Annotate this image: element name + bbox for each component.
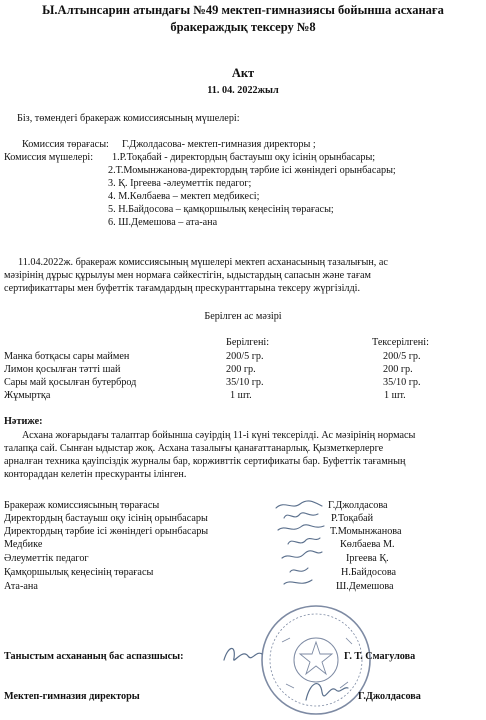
director-name: Г.Джолдасова [358, 691, 421, 702]
result-label: Нәтиже: [4, 416, 43, 427]
commission-chair-value: Г.Джолдасова- мектеп-гимназия директоры ; [122, 139, 316, 150]
signature-role: Директордың бастауыш оқу ісінің орынбасары [4, 513, 208, 524]
commission-member: 6. Ш.Демешова – ата-ана [108, 217, 218, 228]
result-line: арналған техника қауіпсіздік журналы бар, корживттік сертификаты бар. Буфеттік тағамның [4, 456, 406, 467]
signature-role: Директордың тәрбие ісі жөніндегі орынбасары [4, 526, 209, 537]
commission-member: 3. Қ. Іргеева -әлеуметтік педагог; [108, 178, 252, 189]
handwritten-signatures-image [270, 496, 334, 592]
menu-item-checked: 1 шт. [384, 390, 406, 401]
signature-role: Қамқоршылық кеңесінің төрағасы [4, 567, 154, 578]
result-line: контораддан келетін прескуранты ілінген. [4, 469, 187, 480]
commission-member: 4. М.Көлбаева – мектеп медбикесі; [108, 191, 260, 202]
menu-item-name: Жұмыртқа [4, 390, 51, 401]
act-title: Акт [231, 66, 255, 80]
result-line: талапқа сай. Сынған ыдыстар жоқ. Асхана тазалығы қанағаттанарлық. Қызметкерлерге [4, 443, 384, 454]
familiar-name: Г. Т. Смагулова [344, 651, 416, 662]
commission-members-label: Комиссия мүшелері: [4, 152, 94, 163]
familiar-label: Таныстым асхананың бас аспазшысы: [4, 651, 184, 662]
document-title-line2: бракераждық тексеру №8 [170, 20, 316, 34]
signature-name: Көлбаева М. [340, 539, 395, 550]
menu-col-given: Берілгені: [226, 337, 270, 348]
signature-role: Ата-ана [4, 581, 38, 592]
result-line: Асхана жоғарыдағы талаптар бойынша сәуірдің 11-і күні тексерілді. Ас мәзірінің нормасы [22, 430, 416, 441]
commission-member: 2.Т.Момынжанова-директордың тәрбие ісі жөніндегі орынбасары; [108, 165, 396, 176]
commission-member: 1.Р.Тоқабай - директордың бастауыш оқу ісінің орынбасары; [112, 152, 376, 163]
menu-item-name: Лимон қосылған тәтті шай [4, 364, 121, 375]
commission-member: 5. Н.Байдосова – қамқоршылық кеңесінің төрағасы; [108, 204, 334, 215]
document-title-line1: Ы.Алтынсарин атындағы №49 мектеп-гимназиясы бойынша асханаға [42, 3, 444, 17]
menu-item-given: 200 гр. [226, 364, 256, 375]
chef-signature-image [220, 640, 266, 670]
intro-text: Біз, төмендегі бракераж комиссиясының мүшелері: [17, 113, 240, 124]
director-label: Мектеп-гимназия директоры [4, 691, 140, 702]
menu-item-checked: 35/10 гр. [383, 377, 421, 388]
signature-name: Г.Джолдасова [328, 500, 388, 511]
menu-item-given: 200/5 гр. [226, 351, 264, 362]
menu-item-checked: 200/5 гр. [383, 351, 421, 362]
signature-name: Р.Тоқабай [331, 513, 374, 524]
signature-role: Медбике [4, 539, 43, 550]
signature-name: Ш.Демешова [336, 581, 394, 592]
menu-item-name: Манка ботқасы сары маймен [4, 351, 130, 362]
menu-item-checked: 200 гр. [383, 364, 413, 375]
menu-item-given: 1 шт. [230, 390, 252, 401]
act-date: 11. 04. 2022жыл [207, 85, 279, 96]
menu-heading: Берілген ас мәзірі [204, 311, 282, 322]
director-signature-image [300, 672, 350, 712]
menu-item-name: Сары май қосылған бутерброд [4, 377, 137, 388]
inspection-paragraph-line: 11.04.2022ж. бракераж комиссиясының мүшелері мектеп асханасының тазалығын, ас [18, 257, 388, 268]
menu-col-checked: Тексерілгені: [372, 337, 429, 348]
commission-chair-label: Комиссия төрағасы: [22, 139, 109, 150]
signature-name: Т.Момынжанова [330, 526, 402, 537]
signature-role: Бракераж комиссиясының төрағасы [4, 500, 160, 511]
signature-role: Әлеуметтік педагог [4, 553, 89, 564]
signature-name: Іргеева Қ. [346, 553, 389, 564]
signature-name: Н.Байдосова [341, 567, 397, 578]
inspection-paragraph-line: сертификаттары мен буфеттік тағамдардың прескуранттарына тексеру жүргізілді. [4, 283, 361, 294]
menu-item-given: 35/10 гр. [226, 377, 264, 388]
inspection-paragraph-line: мәзірінің дұрыс құрылуы мен нормаға сәйкестігін, ыдыстардың сапасын және тағам [4, 270, 371, 281]
